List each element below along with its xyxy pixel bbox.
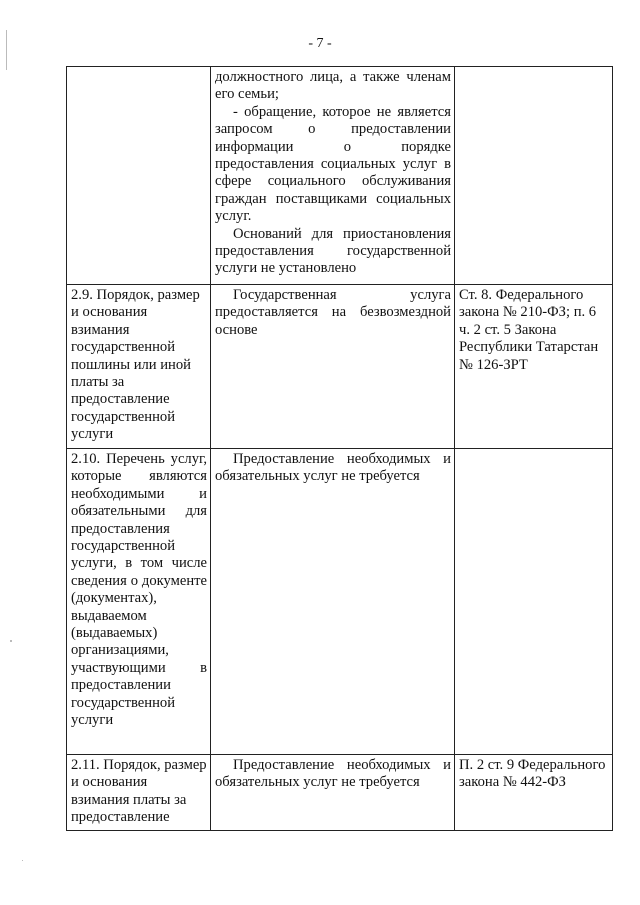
regulation-table [66,66,613,831]
table-cell-reference [455,67,613,285]
table-row [67,285,613,449]
table-cell-content: Предоставление необходимых и обязательных услуг не требуется [211,755,455,831]
paragraph: Оснований для приостановления предоставления государственной услуги не установлено [215,225,451,277]
table-cell-label: 2.11. Порядок, размер и основания взимания платы за предоставление [67,755,211,831]
table-cell-content: Предоставление необходимых и обязательных услуг не требуется [211,449,455,755]
table-cell-label: 2.9. Порядок, размер и основания взимания государственной пошлины или иной платы за предоставление государственной услуги [67,285,211,449]
table-cell-reference: Ст. 8. Федерального закона № 210-ФЗ; п. 6 ч. 2 ст. 5 Закона Республики Татарстан № 126-ЗРТ [455,285,613,449]
table-row [67,449,613,755]
table-cell-label: 2.10. Перечень услуг, которые являются необходимыми и обязательными для предоставления государственной услуги, в том числе сведения о документе (документах), выдаваемом (выдаваемых) организациями, участвующими в предоставлении государственной услуги [67,449,211,755]
paragraph: - обращение, которое не является запросом о предоставлении информации о порядке предоставления социальных услуг в сфере социального обслуживания граждан поставщиками социальных услуг. [215,103,451,225]
scan-artifact [10,640,12,642]
page-number: - 7 - [308,36,332,51]
table-cell-label [67,67,211,285]
paragraph: должностного лица, а также членам его семьи; [215,69,451,103]
table-row [67,67,613,285]
scan-artifact [6,30,7,70]
table-cell-content [211,67,455,285]
table-cell-reference: П. 2 ст. 9 Федерального закона № 442-ФЗ [455,755,613,831]
table-cell-reference [455,449,613,755]
table-cell-content: Государственная услуга предоставляется на безвозмездной основе [211,285,455,449]
table-row [67,755,613,831]
scan-artifact [22,860,23,861]
